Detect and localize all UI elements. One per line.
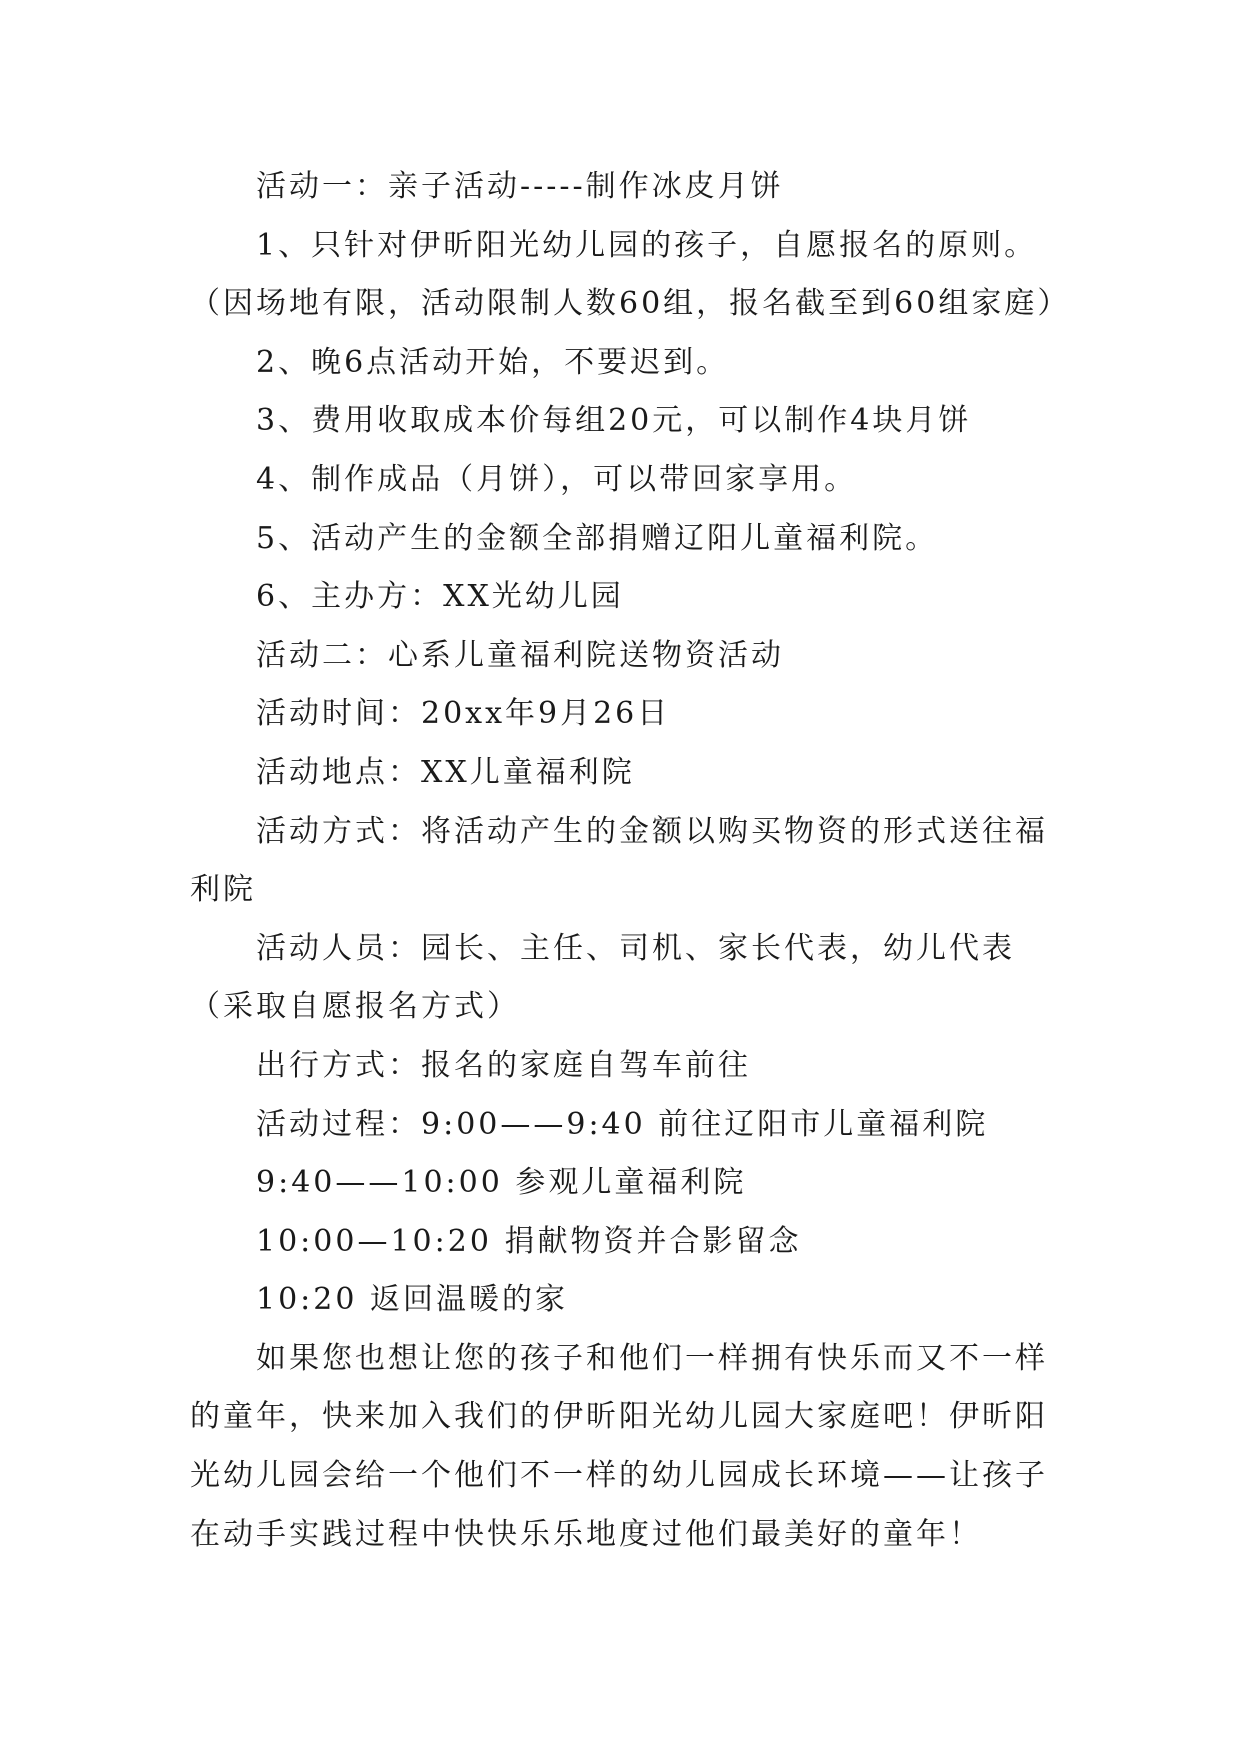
activity-location: 活动地点：XX儿童福利院: [256, 754, 635, 790]
activity-method: 活动方式：将活动产生的金额以购买物资的形式送往福利院: [190, 813, 1048, 908]
rule-item-5: 5、活动产生的金额全部捐赠辽阳儿童福利院。: [256, 520, 939, 556]
activity-participants: 活动人员：园长、主任、司机、家长代表，幼儿代表（采取自愿报名方式）: [190, 930, 1015, 1025]
schedule-item-3: 10:00—10:20 捐献物资并合影留念: [256, 1223, 802, 1259]
schedule-item-2: 9:40——10:00 参观儿童福利院: [256, 1165, 747, 1201]
activity-one-heading: 活动一：亲子活动-----制作冰皮月饼: [256, 169, 784, 204]
activity-two-heading: 活动二：心系儿童福利院送物资活动: [256, 637, 784, 673]
rule-item-3: 3、费用收取成本价每组20元，可以制作4块月饼: [256, 403, 972, 439]
rule-item-2: 2、晚6点活动开始，不要迟到。: [256, 344, 730, 380]
travel-method: 出行方式：报名的家庭自驾车前往: [256, 1047, 751, 1083]
closing-paragraph: 如果您也想让您的孩子和他们一样拥有快乐而又不一样的童年，快来加入我们的伊昕阳光幼儿园大家庭吧！伊昕阳光幼儿园会给一个他们不一样的幼儿园成长环境——让孩子在动手实践过程中快快乐乐地度过他们最美好的童年！: [190, 1340, 1048, 1552]
activity-time: 活动时间：20xx年9月26日: [256, 696, 671, 732]
rule-item-4: 4、制作成品（月饼），可以带回家享用。: [256, 461, 858, 497]
document-body: [190, 158, 1071, 1564]
schedule-item-4: 10:20 返回温暖的家: [256, 1282, 568, 1318]
rule-item-6: 6、主办方：XX光幼儿园: [256, 579, 624, 615]
rule-item-1: 1、只针对伊昕阳光幼儿园的孩子，自愿报名的原则。（因场地有限，活动限制人数60组，报名截至到60组家庭）: [190, 227, 1071, 322]
schedule-item-1: 活动过程：9:00——9:40 前往辽阳市儿童福利院: [256, 1106, 989, 1142]
